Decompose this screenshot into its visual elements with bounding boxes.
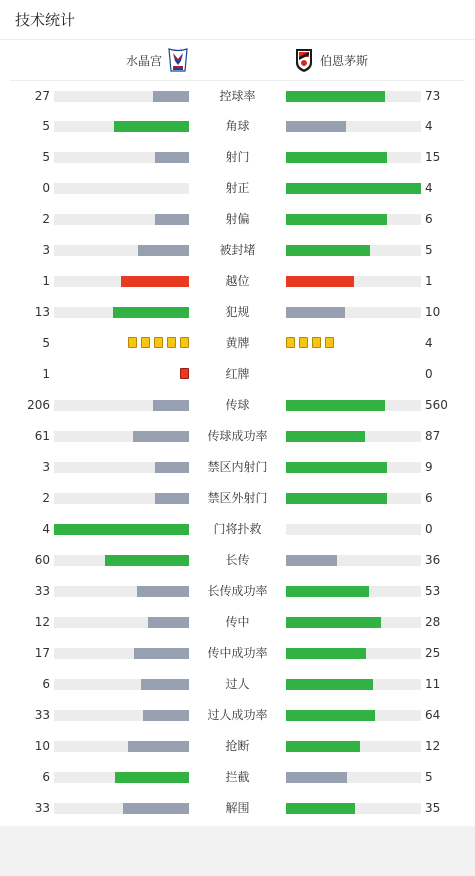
away-value: 11 bbox=[425, 677, 441, 691]
yellow-card-icon bbox=[286, 337, 295, 348]
away-value: 73 bbox=[425, 89, 441, 103]
red-card-icon bbox=[180, 368, 189, 379]
stat-label: 禁区外射门 bbox=[207, 491, 268, 505]
stat-label: 门将扑救 bbox=[213, 522, 262, 536]
away-bar-fill bbox=[286, 772, 347, 783]
home-bar-fill bbox=[153, 400, 189, 411]
home-bar-track bbox=[54, 183, 189, 194]
away-bar-fill bbox=[286, 586, 369, 597]
home-cards bbox=[128, 337, 189, 348]
away-team[interactable] bbox=[293, 47, 368, 73]
away-bar-track bbox=[286, 307, 421, 318]
home-bar-track bbox=[54, 555, 189, 566]
away-bar-fill bbox=[286, 307, 345, 318]
stat-label: 长传成功率 bbox=[207, 584, 268, 598]
stat-row bbox=[0, 390, 475, 421]
home-value: 2 bbox=[42, 212, 50, 226]
yellow-card-icon bbox=[154, 337, 163, 348]
away-bar-track bbox=[286, 462, 421, 473]
home-bar-track bbox=[54, 710, 189, 721]
home-bar-track bbox=[54, 648, 189, 659]
stat-row bbox=[0, 762, 475, 793]
stat-row bbox=[0, 607, 475, 638]
yellow-card-icon bbox=[141, 337, 150, 348]
stat-label: 禁区内射门 bbox=[207, 460, 268, 474]
home-bar-track bbox=[54, 524, 189, 535]
home-bar-fill bbox=[143, 710, 189, 721]
away-bar-track bbox=[286, 276, 421, 287]
away-cards bbox=[286, 337, 334, 348]
stat-label: 传中成功率 bbox=[207, 646, 268, 660]
away-bar-track bbox=[286, 183, 421, 194]
stat-row bbox=[0, 173, 475, 204]
stat-row bbox=[0, 204, 475, 235]
home-value: 10 bbox=[34, 739, 50, 753]
away-bar-fill bbox=[286, 710, 375, 721]
stat-row bbox=[0, 638, 475, 669]
away-bar-track bbox=[286, 152, 421, 163]
away-bar-fill bbox=[286, 276, 354, 287]
home-bar-fill bbox=[113, 307, 189, 318]
stat-row bbox=[0, 297, 475, 328]
stat-label: 传球成功率 bbox=[207, 429, 268, 443]
home-value: 6 bbox=[42, 770, 50, 784]
away-bar-track bbox=[286, 586, 421, 597]
home-value: 0 bbox=[42, 181, 50, 195]
home-bar-track bbox=[54, 121, 189, 132]
away-bar-fill bbox=[286, 214, 387, 225]
away-value: 0 bbox=[425, 367, 433, 381]
home-bar-fill bbox=[155, 152, 189, 163]
stat-row bbox=[0, 266, 475, 297]
stat-row bbox=[0, 731, 475, 762]
away-bar-track bbox=[286, 431, 421, 442]
stat-row bbox=[0, 700, 475, 731]
stat-row bbox=[0, 111, 475, 142]
yellow-card-icon bbox=[128, 337, 137, 348]
home-bar-track bbox=[54, 462, 189, 473]
away-value: 0 bbox=[425, 522, 433, 536]
stat-label: 犯规 bbox=[225, 305, 250, 319]
away-bar-fill bbox=[286, 803, 355, 814]
stat-label: 角球 bbox=[225, 119, 250, 133]
home-bar-fill bbox=[105, 555, 189, 566]
stat-row bbox=[0, 545, 475, 576]
stat-label: 红牌 bbox=[225, 367, 250, 381]
stat-label: 黄牌 bbox=[225, 336, 250, 350]
home-value: 27 bbox=[34, 89, 50, 103]
away-value: 53 bbox=[425, 584, 441, 598]
stat-label: 传中 bbox=[225, 615, 250, 629]
home-value: 60 bbox=[34, 553, 50, 567]
home-value: 206 bbox=[27, 398, 50, 412]
home-bar-track bbox=[54, 245, 189, 256]
away-value: 5 bbox=[425, 243, 433, 257]
home-value: 4 bbox=[42, 522, 50, 536]
away-bar-track bbox=[286, 121, 421, 132]
stat-row bbox=[0, 452, 475, 483]
stat-label: 长传 bbox=[225, 553, 250, 567]
home-value: 33 bbox=[34, 708, 50, 722]
away-bar-fill bbox=[286, 431, 365, 442]
away-team-name: 伯恩茅斯 bbox=[320, 53, 369, 68]
stat-label: 拦截 bbox=[225, 770, 250, 784]
home-value: 5 bbox=[42, 336, 50, 350]
home-bar-track bbox=[54, 586, 189, 597]
stat-row bbox=[0, 142, 475, 173]
stat-label: 过人 bbox=[225, 677, 250, 691]
stat-label: 越位 bbox=[225, 274, 250, 288]
away-value: 1 bbox=[425, 274, 433, 288]
home-value: 5 bbox=[42, 119, 50, 133]
stat-label: 被封堵 bbox=[219, 243, 256, 257]
yellow-card-icon bbox=[312, 337, 321, 348]
home-value: 1 bbox=[42, 274, 50, 288]
stat-row bbox=[0, 421, 475, 452]
yellow-card-icon bbox=[299, 337, 308, 348]
away-value: 9 bbox=[425, 460, 433, 474]
away-bar-fill bbox=[286, 648, 366, 659]
away-value: 5 bbox=[425, 770, 433, 784]
home-bar-track bbox=[54, 803, 189, 814]
away-bar-fill bbox=[286, 555, 337, 566]
home-bar-fill bbox=[153, 91, 189, 102]
away-bar-fill bbox=[286, 91, 385, 102]
away-bar-track bbox=[286, 648, 421, 659]
home-team[interactable] bbox=[126, 47, 189, 73]
stat-row bbox=[0, 483, 475, 514]
home-bar-fill bbox=[114, 121, 189, 132]
stat-label: 解围 bbox=[225, 801, 250, 815]
home-value: 13 bbox=[34, 305, 50, 319]
stat-label: 抢断 bbox=[225, 739, 250, 753]
home-bar-track bbox=[54, 741, 189, 752]
home-value: 5 bbox=[42, 150, 50, 164]
away-value: 560 bbox=[425, 398, 448, 412]
home-bar-fill bbox=[115, 772, 189, 783]
away-bar-track bbox=[286, 617, 421, 628]
home-bar-track bbox=[54, 91, 189, 102]
home-value: 3 bbox=[42, 460, 50, 474]
home-bar-fill bbox=[121, 276, 189, 287]
yellow-card-icon bbox=[325, 337, 334, 348]
away-bar-fill bbox=[286, 617, 381, 628]
away-bar-fill bbox=[286, 183, 421, 194]
away-bar-fill bbox=[286, 121, 346, 132]
away-bar-track bbox=[286, 400, 421, 411]
away-bar-track bbox=[286, 710, 421, 721]
yellow-card-icon bbox=[180, 337, 189, 348]
home-value: 6 bbox=[42, 677, 50, 691]
stat-row bbox=[0, 514, 475, 545]
home-value: 3 bbox=[42, 243, 50, 257]
home-bar-track bbox=[54, 152, 189, 163]
home-bar-fill bbox=[134, 648, 189, 659]
stat-row bbox=[0, 81, 475, 111]
home-team-name: 水晶宫 bbox=[125, 53, 162, 68]
home-bar-fill bbox=[155, 214, 189, 225]
stat-row bbox=[0, 359, 475, 390]
away-bar-track bbox=[286, 679, 421, 690]
away-bar-fill bbox=[286, 400, 385, 411]
away-bar-track bbox=[286, 741, 421, 752]
away-value: 35 bbox=[425, 801, 441, 815]
away-value: 25 bbox=[425, 646, 441, 660]
home-bar-track bbox=[54, 679, 189, 690]
away-bar-track bbox=[286, 772, 421, 783]
away-bar-track bbox=[286, 524, 421, 535]
away-value: 12 bbox=[425, 739, 441, 753]
stats-list bbox=[0, 81, 475, 824]
home-value: 1 bbox=[42, 367, 50, 381]
stat-label: 射门 bbox=[225, 150, 250, 164]
home-bar-fill bbox=[155, 462, 189, 473]
stat-row bbox=[0, 793, 475, 824]
home-bar-track bbox=[54, 617, 189, 628]
away-bar-track bbox=[286, 555, 421, 566]
home-bar-fill bbox=[137, 586, 189, 597]
away-value: 4 bbox=[425, 336, 433, 350]
away-value: 6 bbox=[425, 212, 433, 226]
away-value: 6 bbox=[425, 491, 433, 505]
home-bar-fill bbox=[123, 803, 189, 814]
away-bar-track bbox=[286, 214, 421, 225]
away-bar-fill bbox=[286, 245, 370, 256]
section-title: 技术统计 bbox=[0, 0, 475, 40]
away-bar-track bbox=[286, 803, 421, 814]
home-value: 2 bbox=[42, 491, 50, 505]
home-bar-track bbox=[54, 772, 189, 783]
away-bar-fill bbox=[286, 493, 387, 504]
away-value: 36 bbox=[425, 553, 441, 567]
away-bar-track bbox=[286, 91, 421, 102]
stat-row bbox=[0, 669, 475, 700]
away-value: 15 bbox=[425, 150, 441, 164]
away-value: 87 bbox=[425, 429, 441, 443]
home-bar-fill bbox=[133, 431, 189, 442]
away-value: 4 bbox=[425, 181, 433, 195]
stat-label: 控球率 bbox=[219, 89, 256, 103]
home-value: 12 bbox=[34, 615, 50, 629]
home-bar-track bbox=[54, 276, 189, 287]
home-bar-track bbox=[54, 307, 189, 318]
stat-row bbox=[0, 576, 475, 607]
away-bar-fill bbox=[286, 152, 387, 163]
home-bar-track bbox=[54, 400, 189, 411]
home-value: 33 bbox=[34, 584, 50, 598]
stat-label: 过人成功率 bbox=[207, 708, 268, 722]
away-value: 4 bbox=[425, 119, 433, 133]
home-value: 17 bbox=[34, 646, 50, 660]
away-value: 64 bbox=[425, 708, 441, 722]
away-bar-track bbox=[286, 493, 421, 504]
stat-row bbox=[0, 328, 475, 359]
away-bar-fill bbox=[286, 679, 373, 690]
stat-row bbox=[0, 235, 475, 266]
stat-label: 射偏 bbox=[225, 212, 250, 226]
home-value: 33 bbox=[34, 801, 50, 815]
home-bar-fill bbox=[155, 493, 189, 504]
away-value: 28 bbox=[425, 615, 441, 629]
home-bar-track bbox=[54, 214, 189, 225]
teams-header bbox=[10, 40, 465, 81]
away-value: 10 bbox=[425, 305, 441, 319]
home-bar-fill bbox=[138, 245, 189, 256]
crystal-palace-eagle-icon bbox=[167, 47, 189, 73]
home-bar-track bbox=[54, 431, 189, 442]
home-bar-fill bbox=[128, 741, 189, 752]
away-bar-fill bbox=[286, 462, 387, 473]
home-bar-fill bbox=[141, 679, 189, 690]
home-bar-fill bbox=[54, 524, 189, 535]
bournemouth-cherry-icon bbox=[293, 47, 315, 73]
yellow-card-icon bbox=[167, 337, 176, 348]
away-bar-track bbox=[286, 245, 421, 256]
away-bar-fill bbox=[286, 741, 360, 752]
home-cards bbox=[180, 368, 189, 379]
home-bar-fill bbox=[148, 617, 189, 628]
home-bar-track bbox=[54, 493, 189, 504]
stat-label: 传球 bbox=[225, 398, 250, 412]
stat-label: 射正 bbox=[225, 181, 250, 195]
home-value: 61 bbox=[34, 429, 50, 443]
